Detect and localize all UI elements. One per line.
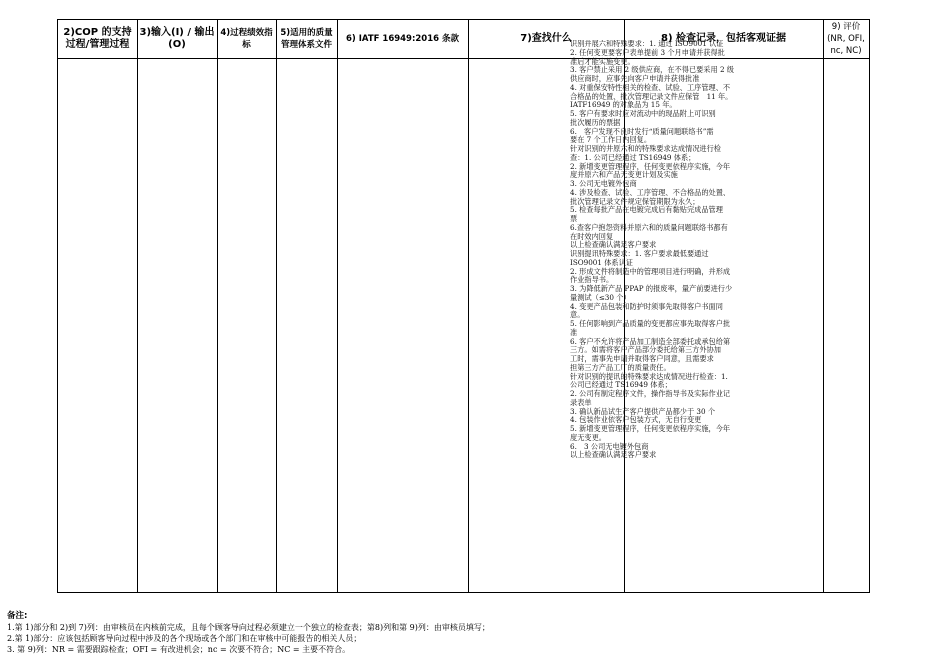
header-what-to-look-for: 7)查找什么	[520, 33, 572, 44]
evidence-line: 3. 为降低新产品 PPAP 的报废率，量产前要进行少	[570, 284, 733, 293]
evidence-line: 合格品的处置、批次管理记录文件应保管 11 年。	[570, 91, 733, 101]
evidence-line: 要在 7 个工作日内回复。	[570, 135, 652, 145]
evidence-line: 5. 客户有要求时应对流动中的现品附上可识别	[570, 109, 716, 118]
evidence-line: 4. 涉及检查、试验、工序管理、不合格品的处置、	[570, 187, 731, 197]
evidence-line: 批次履历的票据	[570, 117, 621, 127]
column-divider	[276, 20, 277, 592]
evidence-line: 供应商时，应事先向客户申请并获得批准	[570, 74, 700, 83]
evidence-line: 3. 客户禁止采用 2 级供应商，在不得已要采用 2 级	[570, 65, 734, 75]
evidence-line: 6. 3 公司无电镀外包商	[570, 441, 649, 451]
evidence-line: 3. 确认新品试生产客户提供产品都少于 30 个	[570, 406, 716, 416]
evidence-line: 三方。如需将客户产品部分委托给第三方外协加	[570, 345, 721, 355]
column-divider	[137, 20, 138, 592]
header-cop-process: 2)COP 的支持过程/管理过程	[63, 27, 132, 50]
column-divider	[217, 20, 218, 592]
evidence-line: 针对识别的提讯的特殊要求达成情况进行检查：1.	[570, 371, 728, 381]
header-check-records: 8) 检查记录，包括客观证据	[660, 33, 786, 44]
evidence-line: 6. 客户不允许将产品加工制造全部委托或承包给第	[570, 336, 731, 346]
evidence-line: 查：1. 公司已经通过 TS16949 体系；	[570, 152, 696, 162]
note-line: 2.第 1)部分：应该包括顾客导向过程中涉及的各个现场或各个部门和在审核中可能报告的相关人员；	[7, 634, 362, 643]
evidence-line: 2. 任何变更要客户表单提前 3 个月申请并获得批	[570, 47, 725, 57]
evidence-line: 度无变更。	[570, 432, 606, 442]
header-iatf-clause: 6) IATF 16949:2016 条款	[346, 34, 459, 44]
evidence-line: 度并原六和产品无变更计划及实施	[570, 170, 678, 180]
evidence-line: 准后才能实施变更。	[570, 56, 635, 66]
evidence-line: 2. 公司有制定程序文件，操作指导书及实际作业记	[570, 389, 731, 398]
note-line: 1.第 1)部分和 2)到 7)列：由审核员在内核前完成，且每个顾客导向过程必须建立一个独立的检查表；第8)列和第 9)列：由审核员填写；	[7, 623, 490, 632]
evidence-line: 以上检查确认满足客户要求	[570, 240, 657, 250]
evidence-line: 作业指导书。	[570, 275, 614, 285]
header-qms-documents: 5)适用的质量管理体系文件	[280, 28, 333, 50]
evidence-line: 准	[570, 327, 578, 337]
note-line: 3. 第 9)列：NR = 需要跟踪检查；OFI = 有改进机会；nc = 次要不符合；NC = 主要不符合。	[7, 645, 351, 654]
evidence-line: 4. 包装作业依客户包装方式，无自行变更	[570, 415, 702, 425]
column-divider	[468, 20, 469, 592]
evidence-line: 2. 形成文件将制造中的管理项目进行明确，并形成	[570, 266, 731, 276]
header-input-output: 3)输入(I) / 输出(O)	[139, 27, 215, 50]
evidence-line: 意。	[570, 310, 585, 320]
evidence-line: 批次管理记录文件规定保管期限为永久；	[570, 196, 700, 206]
evidence-line: 针对识别的井原六和的特殊要求达成情况进行检	[570, 144, 721, 153]
evidence-line: 量测试（≤30 个）	[570, 292, 631, 302]
evidence-line: 识别并展六和特殊要求：1. 通过 ISO9001 认证	[570, 40, 724, 48]
evidence-line: ISO9001 体系认证	[570, 257, 633, 267]
evidence-line: 2. 新增变更管理程序，任何变更依程序实施，今年	[570, 161, 731, 171]
evidence-line: 担第三方产品工厂的质量责任。	[570, 362, 671, 372]
evidence-line: 以上检查确认满足客户要求	[570, 450, 657, 460]
evidence-line: 4. 对重保安特性相关的检查、试验、工序管理、不	[570, 82, 731, 92]
evidence-line: IATF16949 的对象品为 15 年。	[570, 100, 677, 110]
evidence-line: 公司已经通过 TS16949 体系；	[570, 380, 672, 390]
evidence-line: 票	[570, 214, 578, 223]
header-evaluation: 9) 评价(NR, OFI, nc, NC)	[827, 22, 865, 56]
evidence-line: 6. 客户发现不良时发行“质量问题联络书”需	[570, 126, 714, 136]
evidence-line: 5. 任何影响到产品质量的变更都应事先取得客户批	[570, 319, 731, 328]
evidence-line: 4. 变更产品包装和防护时须事先取得客户书面同	[570, 301, 723, 311]
evidence-line: 识别提讯特殊要求：1. 客户要求最低要通过	[570, 249, 709, 258]
evidence-line: 6.查客户抱怨资料并原六和的质量问题联络书都有	[570, 222, 728, 232]
column-divider	[823, 20, 824, 592]
evidence-line: 录表单	[570, 397, 592, 407]
notes-title: 备注:	[7, 611, 28, 621]
notes-section	[7, 611, 907, 655]
evidence-line: 5. 新增变更管理程序，任何变更依程序实施，今年	[570, 424, 731, 433]
evidence-line: 5. 检查每批产品在电镀完成后有黏贴完成品管理	[570, 205, 723, 215]
evidence-line: 工时，需事先申请并取得客户同意，且需要求	[570, 354, 714, 363]
evidence-line: 在时效内回复	[570, 231, 614, 241]
column-divider	[337, 20, 338, 592]
evidence-line: 3. 公司无电镀外包商	[570, 179, 637, 188]
check-records-evidence	[570, 40, 796, 572]
header-performance-indicator: 4)过程绩效指标	[220, 28, 273, 50]
